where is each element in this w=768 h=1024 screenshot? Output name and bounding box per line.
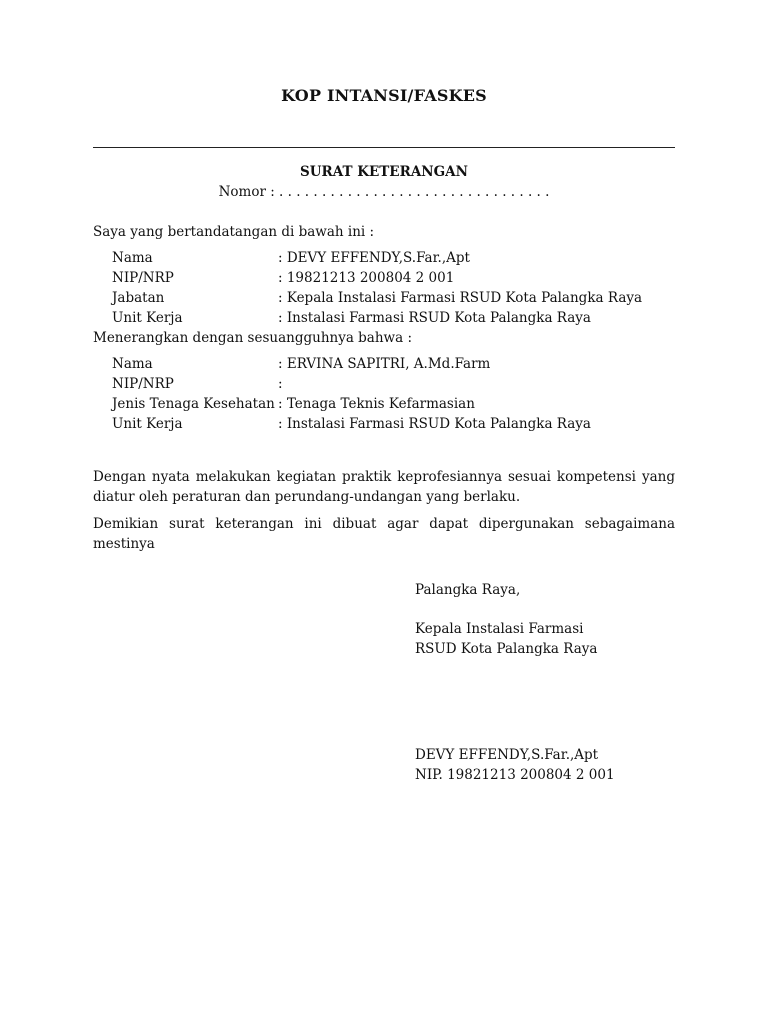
field-value: : 19821213 200804 2 001 — [278, 270, 455, 286]
field-label: Nama — [112, 356, 153, 372]
signature-position-line2: RSUD Kota Palangka Raya — [415, 641, 598, 657]
signer-intro: Saya yang bertandatangan di bawah ini : — [93, 224, 375, 240]
field-value: : Instalasi Farmasi RSUD Kota Palangka Raya — [278, 416, 591, 432]
signature-name: DEVY EFFENDY,S.Far.,Apt — [415, 747, 599, 763]
field-label: Nama — [112, 250, 153, 266]
signature-nip: NIP. 19821213 200804 2 001 — [415, 767, 615, 783]
field-label: NIP/NRP — [112, 376, 174, 392]
field-label: Jenis Tenaga Kesehatan — [112, 396, 275, 412]
field-value: : Instalasi Farmasi RSUD Kota Palangka Raya — [278, 310, 591, 326]
letter-number: Nomor : . . . . . . . . . . . . . . . . . . . . . . . . . . . . . . . . — [218, 184, 550, 200]
field-value: : Kepala Instalasi Farmasi RSUD Kota Palangka Raya — [278, 290, 643, 306]
field-label: Jabatan — [112, 290, 165, 306]
signature-place: Palangka Raya, — [415, 582, 521, 598]
field-label: NIP/NRP — [112, 270, 174, 286]
body-paragraph: Dengan nyata melakukan kegiatan praktik keprofesiannya sesuai kompetensi yang diatur oleh peraturan dan perundang-undangan yang berlaku. — [93, 469, 675, 505]
field-value: : Tenaga Teknis Kefarmasian — [278, 396, 475, 412]
field-value: : DEVY EFFENDY,S.Far.,Apt — [278, 250, 470, 266]
field-label: Unit Kerja — [112, 416, 183, 432]
field-value: : — [278, 376, 283, 392]
letter-title: SURAT KETERANGAN — [300, 164, 468, 180]
field-value: : ERVINA SAPITRI, A.Md.Farm — [278, 356, 491, 372]
letterhead-title: KOP INTANSI/FASKES — [281, 86, 487, 105]
subject-intro: Menerangkan dengan sesuangguhnya bahwa : — [93, 330, 412, 346]
letterhead-divider — [93, 147, 675, 148]
signature-position-line1: Kepala Instalasi Farmasi — [415, 621, 584, 637]
closing-paragraph: Demikian surat keterangan ini dibuat agar dapat dipergunakan sebagaimana mestinya — [93, 516, 675, 552]
field-label: Unit Kerja — [112, 310, 183, 326]
